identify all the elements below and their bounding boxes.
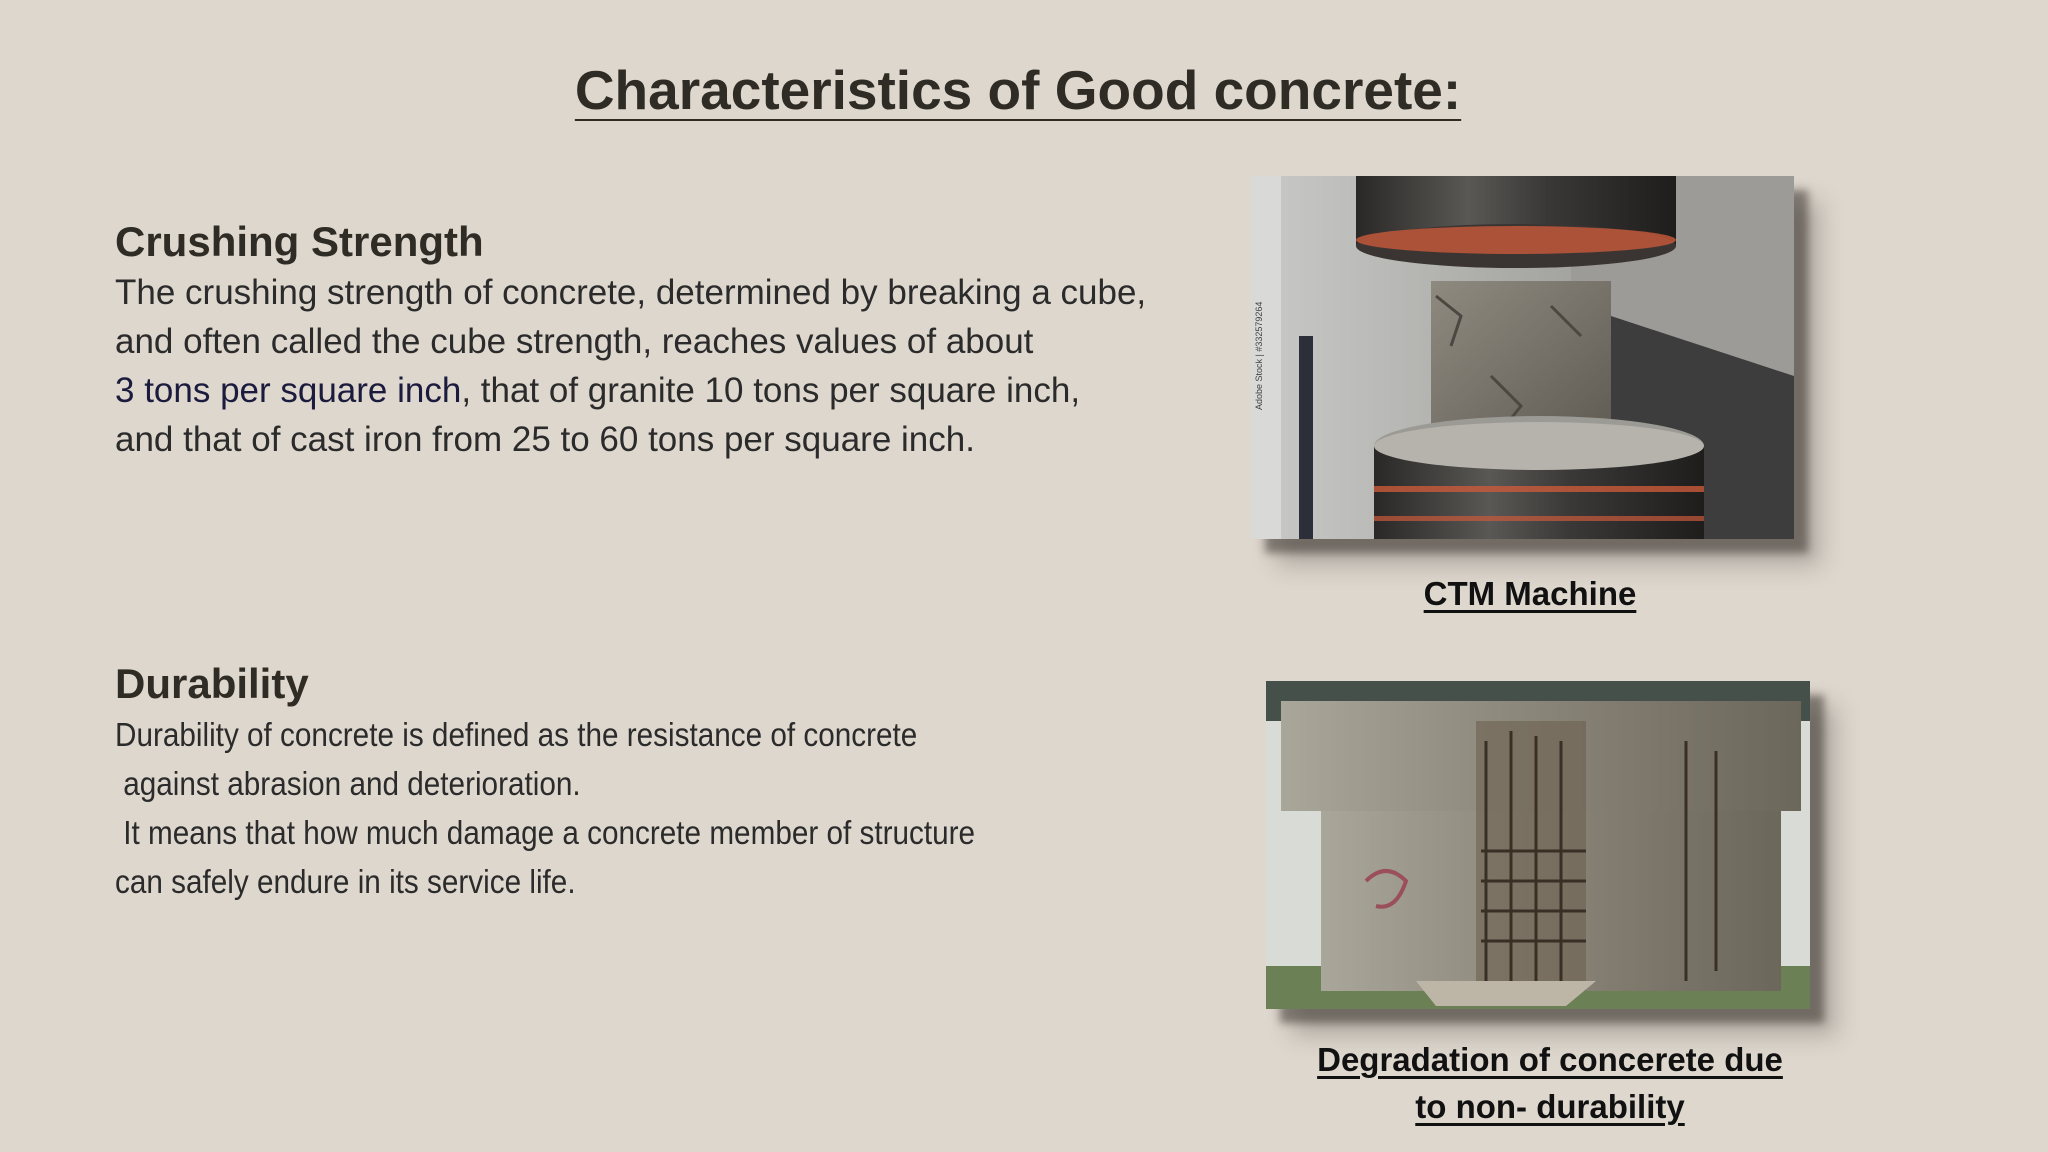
ctm-caption: CTM Machine bbox=[1423, 575, 1637, 612]
slide-title-text: Characteristics of Good concrete: bbox=[574, 59, 1462, 121]
crushing-strength-paragraph bbox=[115, 268, 1215, 464]
degradation-caption bbox=[1270, 1036, 1830, 1130]
crushing-line-3-rest: , that of granite 10 tons per square inch, bbox=[461, 371, 1081, 410]
crushing-line-3 bbox=[115, 366, 1215, 415]
crushing-strength-heading: Crushing Strength bbox=[115, 218, 484, 265]
durability-line-3: It means that how much damage a concrete member of structure bbox=[115, 814, 976, 851]
crushing-line-1: The crushing strength of concrete, determined by breaking a cube, bbox=[115, 273, 1147, 312]
ctm-machine-illustration bbox=[1251, 176, 1794, 539]
degradation-image bbox=[1266, 681, 1810, 1009]
durability-line-4: can safely endure in its service life. bbox=[115, 863, 576, 900]
durability-line-1: Durability of concrete is defined as the resistance of concrete bbox=[115, 716, 918, 753]
durability-line-2: against abrasion and deterioration. bbox=[115, 765, 581, 802]
crushing-line-4: and that of cast iron from 25 to 60 tons per square inch. bbox=[115, 420, 975, 459]
durability-paragraph bbox=[115, 710, 1015, 906]
degradation-caption-line-2: to non- durability bbox=[1415, 1088, 1685, 1125]
slide-title bbox=[0, 58, 2036, 122]
crushing-line-2: and often called the cube strength, reaches values of about bbox=[115, 322, 1034, 361]
ctm-watermark: Adobe Stock | #332579264 bbox=[1254, 301, 1264, 410]
degradation-illustration bbox=[1266, 681, 1810, 1009]
durability-heading: Durability bbox=[115, 660, 309, 707]
ctm-machine-image bbox=[1251, 176, 1794, 539]
degradation-caption-line-1: Degradation of concerete due bbox=[1317, 1041, 1783, 1078]
crushing-highlight: 3 tons per square inch bbox=[115, 371, 462, 410]
